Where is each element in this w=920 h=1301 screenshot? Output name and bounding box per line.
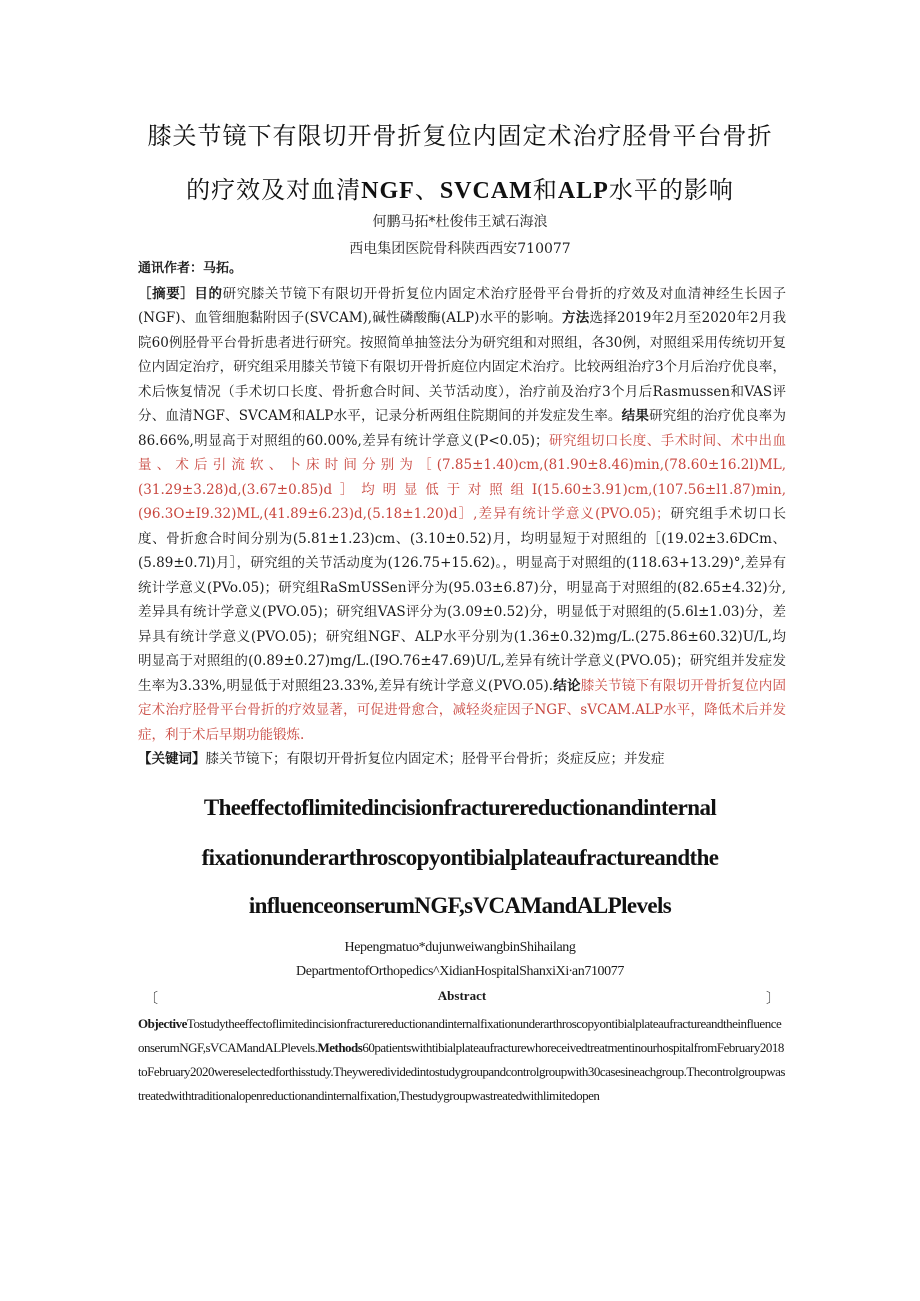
abstract-en-methods: 60patientswithtibialplateaufracturewhoreceivedtreatmentinourhospitalfromFebruary2018toFebruary2020wereselectedforthisstudy.Theyweredividedintostudygroupandcontrolgroupwith30casesineachgroup.Thecontrolgroupwastreatedwithtraditionalopenreductionandinternalfixation,Thestudygroupwastreatedwithlimitedopen bbox=[138, 1040, 785, 1103]
abstract-en-heading bbox=[138, 988, 786, 1008]
abstract-cn-methods: 选择2019年2月至2020年2月我院60例胫骨平台骨折患者进行研究。按照简单抽签法分为研究组和对照组，各30例，对照组采用传统切开复位内固定治疗，研究组采用膝关节镜下有限切开骨折庭位内固定术治疗。比较两组治疗3个月后治疗优良率，术后恢复情况（手术切口长度、骨折愈合时间、关节活动度），治疗前及治疗3个月后Rasmussen和VAS评分、血清NGF、SVCAM和ALP水平，记录分析两组住院期间的并发症发生率。 bbox=[138, 310, 786, 424]
abstract-en-text bbox=[138, 1012, 786, 1108]
bracket-right: 〕 bbox=[766, 992, 780, 1007]
abstract-cn-methods-label: 方法 bbox=[562, 310, 590, 326]
affiliation-en: DepartmentofOrthopedics^XidianHospitalShanxiXi∙an710077 bbox=[296, 964, 624, 979]
title-en-line1: Theeffectoflimitedincisionfracturereductionandinternal bbox=[203, 795, 717, 820]
abstract-en-label: Abstract bbox=[437, 988, 487, 1003]
title-cn-line2-end: 水平的影响 bbox=[608, 176, 734, 204]
abstract-cn-text bbox=[138, 282, 786, 748]
abstract-cn-label: ［摘要］目的 bbox=[138, 285, 223, 302]
abstract-en-objective: TostudytheeffectoflimitedincisionfracturereductionandinternalfixationunderarthroscopyontibialplateaufractureandtheinfluenceonserumNGF,sVCAMandALPlevels. bbox=[138, 1016, 782, 1055]
title-cn-sep: 、 bbox=[414, 176, 440, 204]
abstract-cn-conclusion: 膝关节镜下有限切开骨折复位内固定术治疗胫骨平台骨折的疗效显著，可促进骨愈合，减轻炎症因子NGF、sVCAM.ALP水平，降低术后并发症，利于术后早期功能锻炼. bbox=[138, 677, 787, 743]
keywords-cn-label: 【关键词】 bbox=[138, 751, 206, 767]
title-en-line2: fixationunderarthroscopyontibialplateaufractureandthe bbox=[201, 845, 719, 870]
authors-cn: 何鹏马拓*杜俊伟王斌石海浪 bbox=[372, 214, 548, 230]
title-cn-term: NGF bbox=[361, 178, 415, 204]
abstract-cn-conclusion-label: 结论 bbox=[553, 677, 581, 694]
title-cn-line2 bbox=[0, 170, 920, 205]
keywords-cn bbox=[138, 747, 786, 772]
abstract-cn-results-1: 研究组的治疗优良率为86.66%,明显高于对照组的60.00%,差异有统计学意义(P<0.05)； bbox=[138, 408, 787, 449]
authors-en: Hepengmatuo*dujunweiwangbinShihailang bbox=[344, 940, 576, 955]
abstract-cn-purpose: 研究膝关节镜下有限切开骨折复位内固定术治疗胫骨平台骨折的疗效及对血清神经生长因子(NGF)、血管细胞黏附因子(SVCAM),碱性磷酸酶(ALP)水平的影响。 bbox=[138, 285, 787, 326]
abstract-en-methods-label: Methods bbox=[317, 1040, 363, 1055]
title-cn-line1 bbox=[0, 116, 920, 151]
corresponding-author: 通讯作者：马拓。 bbox=[138, 261, 243, 276]
keywords-cn-text: 膝关节镜下；有限切开骨折复位内固定术；胫骨平台骨折；炎症反应；并发症 bbox=[205, 751, 665, 767]
affiliation-cn: 西电集团医院骨科陕西西安710077 bbox=[349, 241, 571, 257]
title-cn-term: ALP bbox=[557, 178, 609, 204]
title-cn-sep: 和 bbox=[532, 176, 558, 204]
abstract-cn-results-2: 研究组手术切口长度、骨折愈合时间分别为(5.81±1.23)cm、(3.10±0.52)月，均明显短于对照组的［(19.02±3.6DCm、(5.89±0.7l)月］，研究组的关节活动度为(126.75+15.62)。，明显高于对照组的(118.63+13.29)°,差异有统计学意义(PVo.05)；研究组RaSmUSSen评分为(95.03±6.87)分，明显高于对照组的(82.65±4.32)分,差异具有统计学意义(PVO.05)；研究组VAS评分为(3.09±0.52)分，明显低于对照组的(5.6l±1.03)分，差异具有统计学意义(PVO.05)；研究组NGF、ALP水平分别为(1.36±0.32)mg∕L.(275.86±60.32)U/L,均明显高于对照组的(0.89±0.27)mg∕L.(I9O.76±47.69)U/L,差异有统计学意义(PVO.05)；研究组并发症发生率为3.33%,明显低于对照组23.33%,差异有统计学意义(PVO.05). bbox=[138, 506, 786, 694]
title-cn-line1-text: 膝关节镜下有限切开骨折复位内固定术治疗胫骨平台骨折 bbox=[147, 122, 773, 150]
title-cn-term: SVCAM bbox=[439, 178, 533, 204]
title-cn-line2-part: 的疗效及对血清 bbox=[186, 176, 362, 204]
abstract-cn-results-label: 结果 bbox=[621, 408, 650, 424]
bracket-left: 〔 bbox=[144, 992, 158, 1007]
abstract-cn-results-highlight: 研究组切口长度、手术时间、术中出血量、术后引流软、卜床时间分别为［(7.85±1.40)cm,(81.90±8.46)min,(78.60±16.2l)ML,(31.29±3.28)d,(3.67±0.85)d］均明显低于对照组I(15.60±3.91)cm,(107.56±l1.87)min,(96.3O±I9.32)ML,(41.89±6.23)d,(5.18±1.20)d］,差异有统计学意义(PVO.05)； bbox=[138, 432, 786, 522]
abstract-en-objective-label: Objective bbox=[138, 1016, 187, 1031]
abstract-cn bbox=[138, 257, 786, 772]
title-en-line3: influenceonserumNGF,sVCAMandALPlevels bbox=[248, 893, 672, 918]
